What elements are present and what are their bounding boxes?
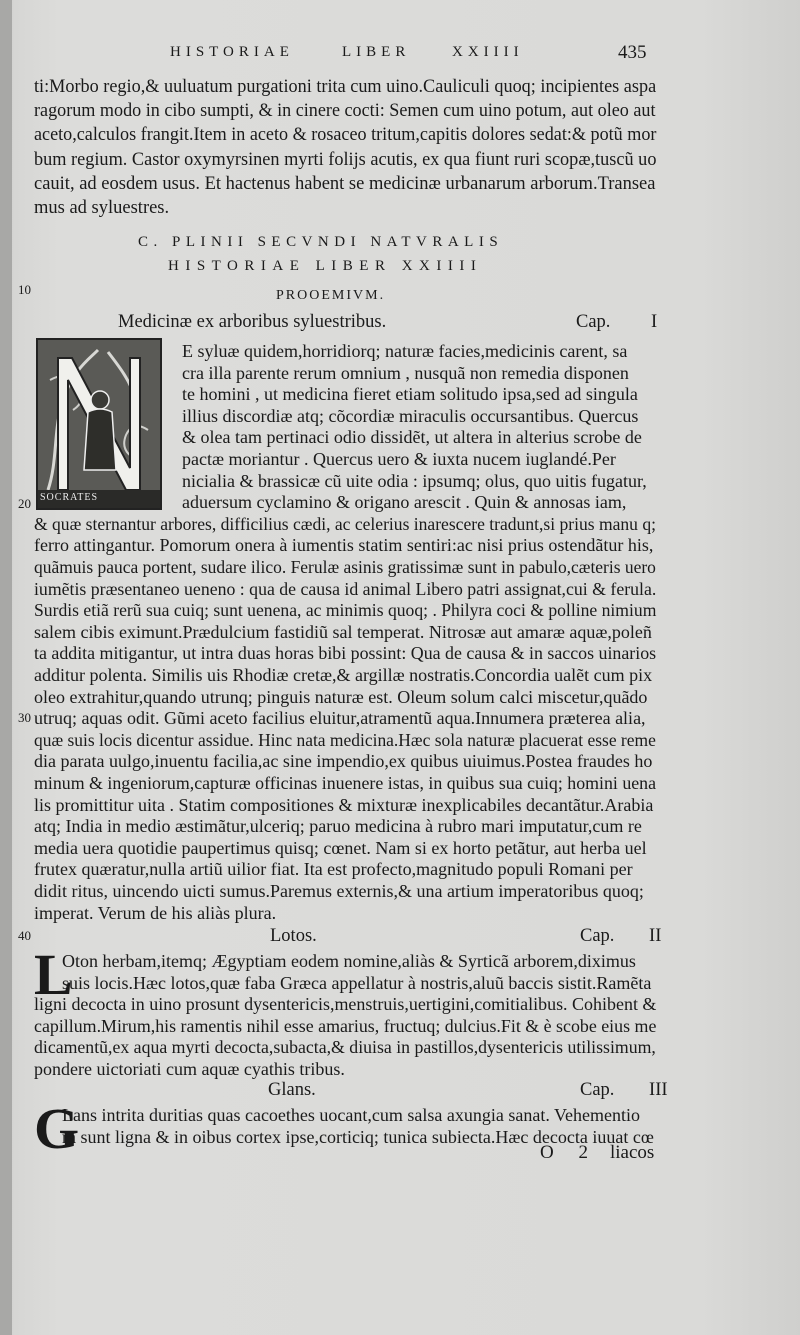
chapter-1-number: Cap. I: [576, 312, 658, 332]
text-line: quãmuis pauca portent, sudare ilico. Ferulæ asinis gratissimæ sunt in pabulo,cæteris uero: [34, 557, 656, 577]
chapter-3-number: Cap. III: [580, 1080, 668, 1100]
signature-mark: O 2: [540, 1142, 588, 1163]
page-number: 435: [618, 42, 647, 63]
text-line: ferro attingantur. Pomorum onera à iumentis statim sentiri:ac nisi prius ostendãtur his,: [34, 535, 654, 556]
drop-initial-g: G: [34, 1096, 80, 1161]
text-line: quæ suis locis dicentur assidue. Hinc nata medicina.Hæc sola naturæ placuerat esse reme: [34, 729, 656, 750]
text-line: imperat. Verum de his aliàs plura.: [34, 902, 277, 923]
text-line: dia parata uulgo,inuentu facilia,ac sine impendio,ex quibus uiuimus.Postea fraudes ho: [34, 751, 653, 772]
text-line: dicamentũ,ex aqua myrti decocta,subacta,& diuisa in pastillos,dysentericis utilissimum,: [34, 1037, 656, 1058]
text-line: ra sunt ligna & in oibus cortex ipse,corticiq; tunica subiecta.Hæc decocta iuuat cœ: [62, 1126, 654, 1147]
running-head-book-number: XXIIII: [452, 44, 524, 60]
text-line: lis promittitur uita . Statim compositiones & mixturæ inexplicabiles decantãtur.Arabia: [34, 794, 654, 815]
text-line: minum & ingeniorum,capturæ officinas inuenere istas, in quibus sua cuiq; homini uena: [34, 773, 657, 793]
text-line: mus ad syluestres.: [34, 198, 170, 218]
text-line: pondere uictoriati cum aquæ cyathis tribus.: [34, 1059, 345, 1079]
text-line: nicialia & brassicæ cũ uite odia : ipsumq; olus, quo uitis fugatur,: [182, 470, 647, 491]
text-line: ta addita mitigantur, ut intra duas horas bibi possint: Qua de causa & in saccos uinarios: [34, 643, 657, 664]
margin-line-number-10: 10: [18, 282, 31, 297]
prooemium-heading: PROOEMIVM.: [276, 288, 386, 303]
text-line: pactæ moriantur . Quercus uero & iuxta nucem iuglandé.Per: [182, 449, 616, 469]
text-line: frutex quæratur,nulla artiũ uilior fiat. Ita est profecto,magnitudo populi Romani per: [34, 859, 633, 880]
text-line: te homini , ut medicina fieret etiam solitudo ipsa,sed ad singula: [182, 384, 638, 405]
text-line: ligni decocta in uino prosunt dysentericis,menstruis,uertigini,comitialibus. Cohibent &: [34, 994, 657, 1015]
text-line: illius discordiæ atq; cõcordiæ miraculis occursantibus. Quercus: [182, 405, 639, 426]
text-line: salem cibis eximunt.Prædulcium fastidiũ sal temperat. Nitrosæ aut amaræ aquæ,poleñ: [34, 621, 652, 642]
margin-line-number-20: 20: [18, 496, 31, 511]
text-line: Surdis etiã rerũ sua cuiq; sunt uenena, ac minimis quoq; . Philyra coci & polline nimium: [34, 600, 657, 621]
running-head-liber: LIBER: [342, 44, 411, 60]
text-line: utruq; aquas odit. Gũmi aceto facilius eluitur,atramentũ aqua.Innumera præterea alia,: [34, 708, 646, 729]
text-line: aduersum cyclamino & origano arescit . Quin & annosas iam,: [182, 492, 627, 513]
chapter-1-title: Medicinæ ex arboribus syluestribus.: [118, 312, 387, 332]
margin-line-number-40: 40: [18, 928, 31, 943]
text-line: media uera quotidie paupertimus quisq; cœnet. Nam si ex horto petãtur, aut herba uel: [34, 837, 647, 858]
text-line: atq; India in medio æstimãtur,ulceriq; paruo medicina à rubro mari imputatur,cum re: [34, 816, 642, 837]
chapter-3-title: Glans.: [268, 1080, 316, 1100]
catchword: liacos: [610, 1142, 655, 1163]
text-line: & olea tam pertinaci odio dissidẽt, ut altera in alterius scrobe de: [182, 427, 642, 448]
text-line: & quæ sternantur arbores, difficilius cædi, ac celerius inarescere tradunt,si prius manu q;: [34, 513, 656, 534]
decorated-initial-caption: SOCRATES: [40, 492, 99, 503]
book-title-line-2: HISTORIAE LIBER XXIIII: [168, 258, 483, 274]
text-line: additur polenta. Similis uis Rhodiæ cretæ,& argillæ nostratis.Concordia ualẽt cum pix: [34, 665, 653, 685]
book-title-line-1: C. PLINII SECVNDI NATVRALIS: [138, 234, 504, 250]
text-line: capillum.Mirum,his ramentis nihil esse amarius, fructuq; dulcius.Fit & è scobe eius me: [34, 1015, 657, 1036]
text-line: E syluæ quidem,horridiorq; naturæ facies,medicinis carent, sa: [182, 341, 628, 361]
text-line: didit ritus, uincendo uicti sumus.Paremus externis,& una artium imperatoribus quoq;: [34, 881, 644, 901]
decorated-initial-illustration: [38, 340, 160, 508]
chapter-2-title: Lotos.: [270, 926, 317, 946]
decorated-initial-n: [36, 338, 162, 510]
text-line: cauit, ad eosdem usus. Et hactenus habent se medicinæ urbanarum arborum.Transea: [34, 173, 656, 194]
chapter-2-number: Cap. II: [580, 926, 662, 946]
text-line: ragorum modo in cibo sumpti, & in cinere cocti: Semen cum uino potum, aut oleo aut: [34, 101, 656, 122]
margin-line-number-30: 30: [18, 710, 31, 725]
text-line: bum regium. Castor oxymyrsinen myrti folijs acutis, ex qua fiunt ruri scopæ,tuscũ uo: [34, 149, 657, 170]
drop-initial-l: L: [34, 942, 73, 1007]
running-head-historiae: HISTORIAE: [170, 44, 294, 60]
text-line: cra illa parente rerum omnium , nusquã non remedia disponen: [182, 362, 629, 383]
text-line: Lans intrita duritias quas cacoethes uocant,cum salsa axungia sanat. Vehementio: [62, 1105, 640, 1125]
text-line: ti:Morbo regio,& uuluatum purgationi trita cum uino.Cauliculi quoq; incipientes aspa: [34, 77, 657, 97]
text-line: oleo extrahitur,quando utrunq; pinguis naturæ est. Oleum solum calci miscetur,quãdo: [34, 686, 648, 707]
text-line: suis locis.Hæc lotos,quæ faba Græca appellatur à nostris,aluũ baccis sistit.Ramẽta: [62, 972, 652, 993]
text-line: aceto,calculos frangit.Item in aceto & rosaceo tritum,capitis dolores sedat:& potũ mor: [34, 125, 657, 146]
text-line: Oton herbam,itemq; Ægyptiam eodem nomine,aliàs & Syrticã arborem,diximus: [62, 951, 636, 971]
page-gutter: [0, 0, 12, 1335]
text-line: iumẽtis præsentaneo ueneno : qua de causa id animal Libero patri assignat,cui & ferula.: [34, 578, 657, 599]
